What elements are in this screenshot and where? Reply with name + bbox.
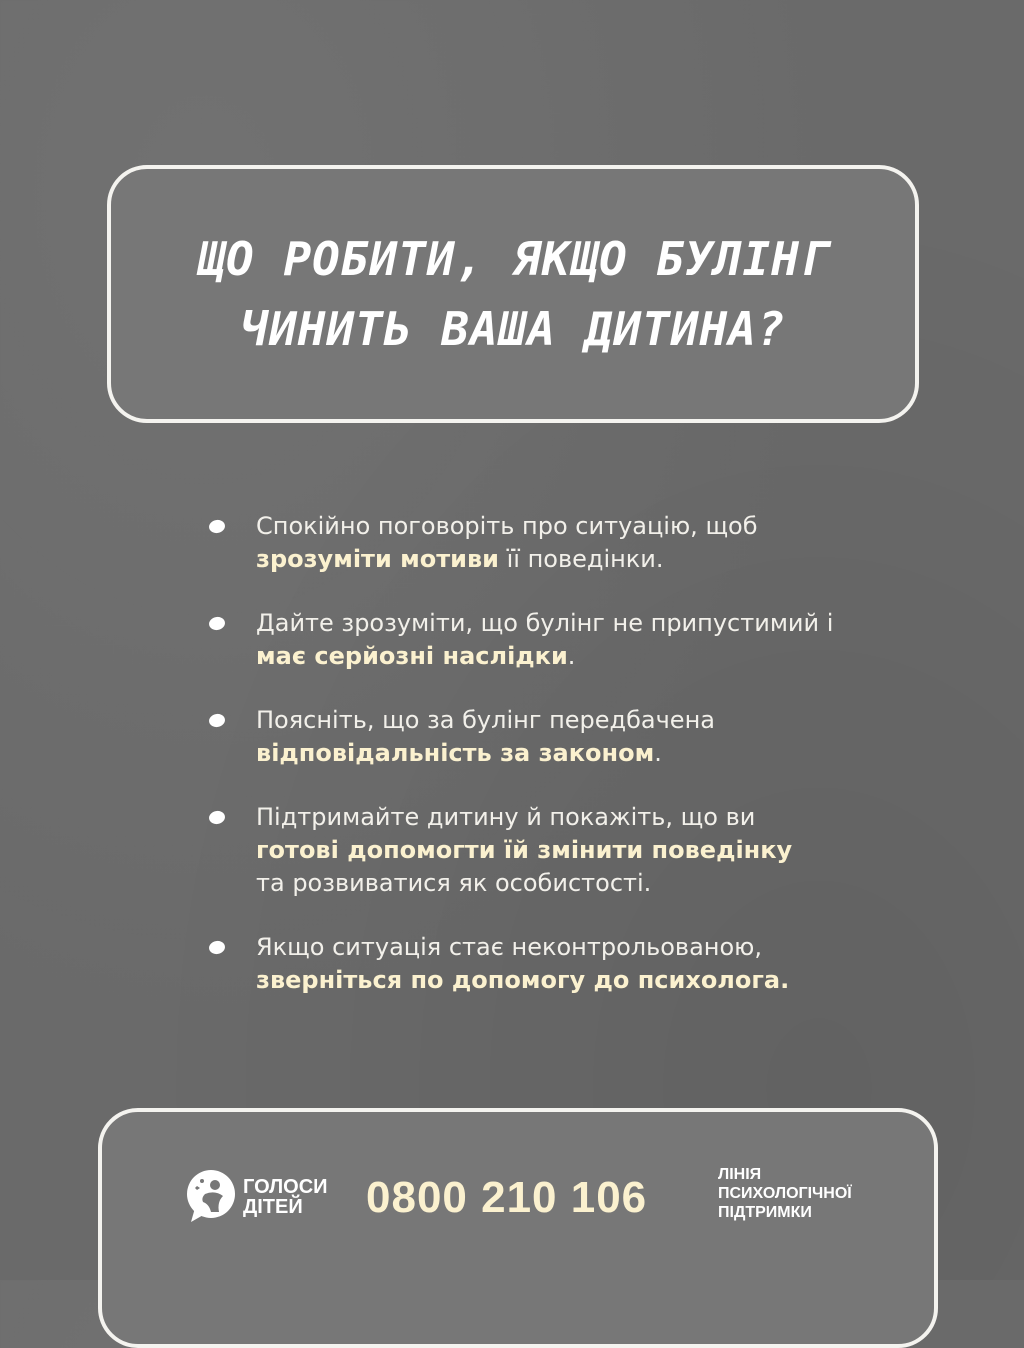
tip-text: Поясніть, що за булінг передбачена — [256, 706, 715, 734]
service-name-line-3: ПІДТРИМКИ — [718, 1204, 812, 1221]
page-title-line-2: ЧИНИТЬ ВАША ДИТИНА? — [240, 302, 786, 356]
tip-item — [207, 931, 847, 997]
logo-text — [243, 1177, 328, 1217]
tip-text-end: та розвиватися як особистості. — [256, 869, 652, 897]
footer-card — [98, 1108, 938, 1348]
child-speech-bubble-icon — [185, 1168, 237, 1226]
bullet-dot-icon — [208, 810, 226, 826]
page-title-line-1: ЩО РОБИТИ, ЯКЩО БУЛІНГ — [197, 232, 829, 286]
logo — [185, 1168, 328, 1226]
tip-text: Спокійно поговоріть про ситуацію, щоб — [256, 512, 758, 540]
tip-item — [207, 510, 847, 576]
tip-highlight: зрозуміти мотиви — [256, 545, 499, 573]
tip-item — [207, 607, 847, 673]
tip-text: Якщо ситуація стає неконтрольованою, — [256, 933, 762, 961]
tip-highlight: має серйозні наслідки — [256, 642, 568, 670]
logo-text-line-1: ГОЛОСИ — [243, 1176, 328, 1198]
bullet-dot-icon — [208, 940, 226, 956]
bullet-dot-icon — [208, 616, 226, 632]
tip-highlight: готові допомогти їй змінити поведінку — [256, 836, 793, 864]
service-name-line-2: ПСИХОЛОГІЧНОЇ — [718, 1185, 852, 1202]
service-name-line-1: ЛІНІЯ — [718, 1166, 762, 1183]
tip-text-end: . — [567, 642, 576, 670]
tip-highlight: зверніться по допомогу до психолога. — [256, 966, 790, 994]
title-card — [107, 165, 919, 423]
tips-list — [207, 510, 847, 1028]
tip-text-end: її поведінки. — [498, 545, 664, 573]
tip-text-end: . — [654, 739, 662, 767]
tip-text: Дайте зрозуміти, що булінг не припустимий і — [256, 609, 834, 637]
tip-item — [207, 801, 847, 900]
tip-highlight: відповідальність за законом — [256, 739, 655, 767]
hotline-phone-number[interactable]: 0800 210 106 — [366, 1173, 648, 1222]
tip-item — [207, 704, 847, 770]
bullet-dot-icon — [208, 519, 226, 535]
logo-text-line-2: ДІТЕЙ — [243, 1196, 303, 1218]
tip-text: Підтримайте дитину й покажіть, що ви — [256, 803, 756, 831]
service-name — [718, 1165, 852, 1222]
bullet-dot-icon — [208, 713, 226, 729]
